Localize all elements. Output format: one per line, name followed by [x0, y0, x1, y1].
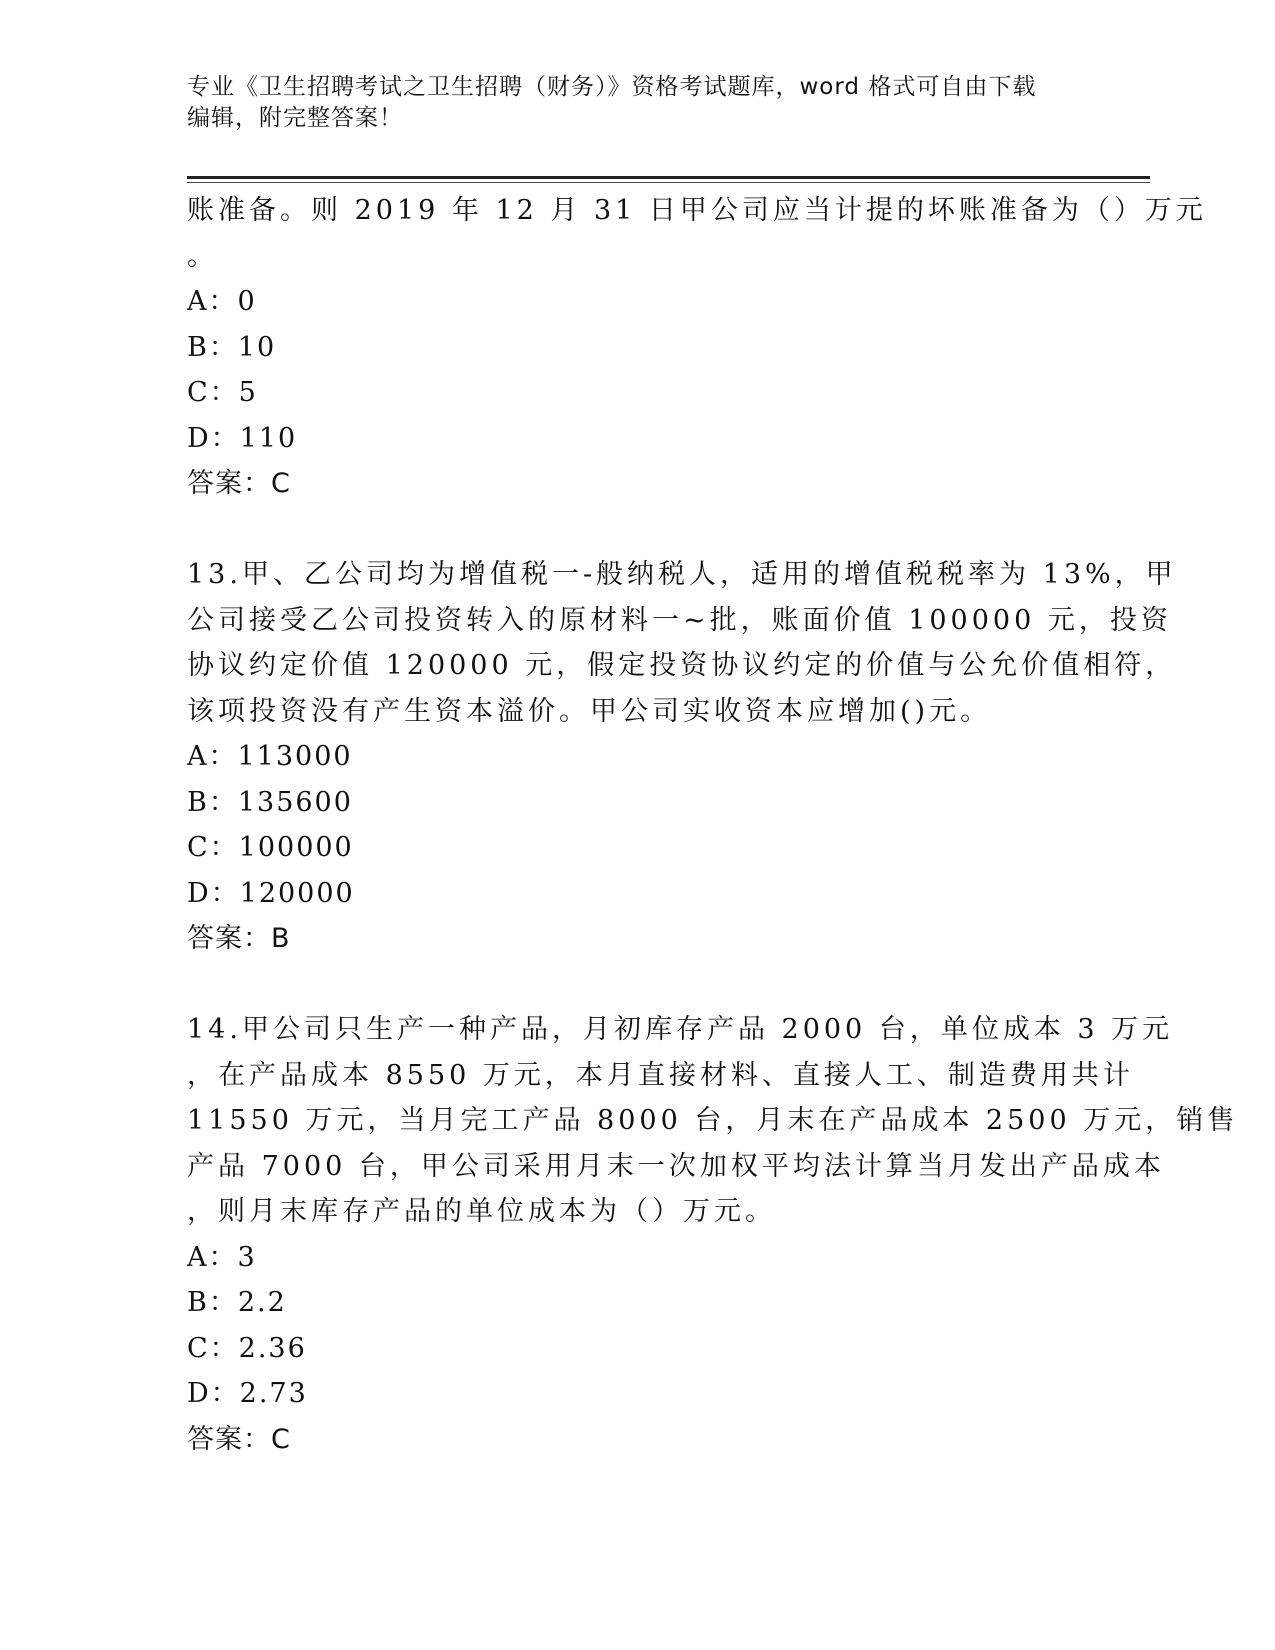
option-d: D：110 — [187, 422, 298, 454]
question-text: 协议约定价值 120000 元，假定投资协议约定的价值与公允价值相符， — [187, 650, 1177, 681]
option-b: B：2.2 — [187, 1287, 287, 1318]
answer-text: 答案：C — [187, 1423, 291, 1455]
option-a: A：0 — [187, 286, 257, 317]
question-block — [187, 188, 1207, 507]
question-list — [187, 188, 1239, 1462]
question-text: ，在产品成本 8550 万元，本月直接材料、直接人工、制造费用共计 — [187, 1059, 1134, 1091]
question-text: 14.甲公司只生产一种产品，月初库存产品 2000 台，单位成本 3 万元 — [187, 1014, 1174, 1045]
answer-text: 答案：B — [187, 923, 291, 954]
option-c: C：100000 — [187, 832, 354, 863]
question-text: 该项投资没有产生资本溢价。甲公司实收资本应增加()元。 — [187, 695, 992, 727]
header-line: 编辑，附完整答案！ — [187, 105, 403, 131]
question-block — [187, 1007, 1239, 1462]
option-d: D：120000 — [187, 877, 355, 909]
question-block — [187, 552, 1177, 962]
question-text: 账准备。则 2019 年 12 月 31 日甲公司应当计提的坏账准备为（）万元 — [187, 195, 1207, 226]
option-a: A：113000 — [187, 741, 353, 772]
option-b: B：10 — [187, 331, 277, 363]
option-c: C：2.36 — [187, 1332, 307, 1364]
question-text: 。 — [187, 240, 218, 272]
option-d: D：2.73 — [187, 1378, 308, 1409]
option-b: B：135600 — [187, 786, 353, 818]
header-divider-thin — [187, 182, 1150, 183]
question-text: 产品 7000 台，甲公司采用月末一次加权平均法计算当月发出产品成本 — [187, 1150, 1165, 1182]
option-a: A：3 — [187, 1241, 257, 1273]
option-c: C：5 — [187, 377, 258, 408]
answer-text: 答案：C — [187, 468, 291, 499]
spacer — [187, 507, 1087, 553]
header-line: 专业《卫生招聘考试之卫生招聘（财务）》资格考试题库，word 格式可自由下载 — [187, 74, 1037, 100]
spacer — [187, 962, 1087, 1008]
question-text: 公司接受乙公司投资转入的原材料一~批，账面价值 100000 元，投资 — [187, 604, 1172, 636]
header-divider — [187, 176, 1150, 179]
question-text: 11550 万元，当月完工产品 8000 台，月末在产品成本 2500 万元，销售 — [187, 1105, 1239, 1136]
question-text: 13.甲、乙公司均为增值税一-般纳税人，适用的增值税税率为 13%，甲 — [187, 559, 1177, 590]
document-header — [187, 72, 1087, 134]
question-text: ，则月末库存产品的单位成本为（）万元。 — [187, 1196, 776, 1227]
